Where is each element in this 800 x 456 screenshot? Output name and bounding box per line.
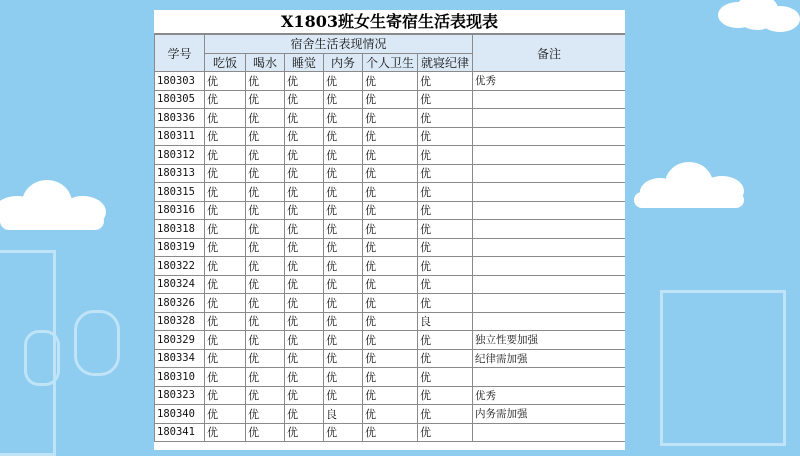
grade-cell: 优: [363, 386, 418, 405]
student-id-cell: 180334: [155, 349, 205, 368]
table-row: [155, 220, 626, 239]
grade-cell: 优: [205, 146, 246, 165]
note-cell: [473, 146, 625, 165]
student-id-cell: 180313: [155, 164, 205, 183]
student-id-cell: 180311: [155, 127, 205, 146]
grade-cell: 优: [205, 368, 246, 387]
header-note: 备注: [473, 35, 625, 72]
cloud-icon: [634, 192, 744, 208]
student-id-cell: 180329: [155, 331, 205, 350]
student-id-cell: 180318: [155, 220, 205, 239]
grade-cell: 优: [246, 405, 285, 424]
note-cell: [473, 312, 625, 331]
table-row: [155, 294, 626, 313]
grade-cell: 优: [363, 294, 418, 313]
header-drinking: 喝水: [246, 53, 285, 72]
grade-cell: 优: [418, 201, 473, 220]
grade-cell: 优: [324, 368, 363, 387]
grade-cell: 优: [205, 294, 246, 313]
grade-cell: 优: [363, 220, 418, 239]
grade-cell: 优: [324, 127, 363, 146]
grade-cell: 优: [324, 164, 363, 183]
grade-cell: 优: [246, 386, 285, 405]
grade-cell: 优: [324, 312, 363, 331]
grade-cell: 优: [363, 275, 418, 294]
cloud-icon: [760, 6, 800, 32]
table-row: [155, 386, 626, 405]
note-cell: [473, 90, 625, 109]
table-row: [155, 109, 626, 128]
grade-cell: 优: [246, 368, 285, 387]
student-id-cell: 180323: [155, 386, 205, 405]
grade-cell: 优: [246, 146, 285, 165]
grade-cell: 优: [246, 164, 285, 183]
student-id-cell: 180303: [155, 72, 205, 91]
grade-cell: 优: [285, 423, 324, 442]
grade-cell: 优: [285, 368, 324, 387]
table-row: [155, 164, 626, 183]
grade-cell: 优: [246, 349, 285, 368]
grade-cell: 优: [246, 220, 285, 239]
note-cell: [473, 368, 625, 387]
grade-cell: 优: [418, 275, 473, 294]
house-outline-icon: [660, 290, 786, 446]
table-title: X1803班女生寄宿生活表现表: [154, 10, 625, 34]
grade-cell: 优: [285, 312, 324, 331]
grade-cell: 优: [324, 201, 363, 220]
note-cell: [473, 183, 625, 202]
grade-cell: 优: [324, 90, 363, 109]
grade-cell: 优: [324, 331, 363, 350]
grade-cell: 优: [324, 275, 363, 294]
grade-cell: 良: [418, 312, 473, 331]
grade-cell: 优: [205, 312, 246, 331]
note-cell: [473, 275, 625, 294]
grade-cell: 优: [205, 386, 246, 405]
grade-cell: 优: [246, 109, 285, 128]
grade-cell: 优: [205, 127, 246, 146]
grade-cell: 优: [363, 127, 418, 146]
grade-cell: 优: [418, 294, 473, 313]
header-sleeping: 睡觉: [285, 53, 324, 72]
note-cell: [473, 109, 625, 128]
note-cell: [473, 220, 625, 239]
grade-cell: 优: [205, 201, 246, 220]
student-id-cell: 180341: [155, 423, 205, 442]
grade-cell: 优: [418, 109, 473, 128]
grade-cell: 优: [285, 331, 324, 350]
grade-cell: 优: [324, 257, 363, 276]
grade-cell: 优: [418, 90, 473, 109]
grade-cell: 优: [205, 349, 246, 368]
grade-cell: 优: [324, 109, 363, 128]
grade-cell: 优: [285, 405, 324, 424]
grade-cell: 优: [205, 275, 246, 294]
note-cell: [473, 257, 625, 276]
grade-cell: 优: [205, 220, 246, 239]
grade-cell: 优: [418, 220, 473, 239]
grade-cell: 优: [363, 109, 418, 128]
grade-cell: 优: [418, 386, 473, 405]
table-row: [155, 238, 626, 257]
note-cell: [473, 238, 625, 257]
grade-cell: 优: [246, 312, 285, 331]
grade-cell: 优: [418, 146, 473, 165]
grade-cell: 优: [363, 146, 418, 165]
grade-cell: 优: [324, 238, 363, 257]
house-outline-icon: [0, 250, 56, 456]
grade-cell: 优: [418, 405, 473, 424]
header-group: 宿舍生活表现情况: [205, 35, 473, 54]
grade-cell: 优: [363, 183, 418, 202]
grade-cell: 优: [363, 201, 418, 220]
header-eating: 吃饭: [205, 53, 246, 72]
grade-cell: 优: [246, 127, 285, 146]
table-row: [155, 349, 626, 368]
grade-cell: 优: [324, 72, 363, 91]
table-row: [155, 146, 626, 165]
grade-cell: 优: [205, 109, 246, 128]
grade-cell: 优: [285, 238, 324, 257]
header-housekeeping: 内务: [324, 53, 363, 72]
grade-cell: 优: [285, 146, 324, 165]
grade-cell: 优: [285, 386, 324, 405]
grade-cell: 优: [324, 423, 363, 442]
note-cell: 优秀: [473, 386, 625, 405]
grade-cell: 优: [363, 368, 418, 387]
student-id-cell: 180305: [155, 90, 205, 109]
grade-cell: 优: [363, 423, 418, 442]
tree-outline-icon: [74, 310, 120, 376]
table-row: [155, 368, 626, 387]
student-id-cell: 180316: [155, 201, 205, 220]
grade-cell: 优: [363, 90, 418, 109]
table-row: [155, 127, 626, 146]
student-id-cell: 180310: [155, 368, 205, 387]
grade-cell: 优: [246, 90, 285, 109]
grade-cell: 优: [363, 257, 418, 276]
header-hygiene: 个人卫生: [363, 53, 418, 72]
student-id-cell: 180315: [155, 183, 205, 202]
grade-cell: 优: [205, 331, 246, 350]
table-row: [155, 257, 626, 276]
spreadsheet-image: [154, 10, 625, 450]
table-row: [155, 201, 626, 220]
grade-cell: 优: [246, 201, 285, 220]
grade-cell: 优: [205, 164, 246, 183]
note-cell: [473, 127, 625, 146]
grade-cell: 优: [418, 238, 473, 257]
grade-cell: 优: [324, 294, 363, 313]
table-row: [155, 72, 626, 91]
header-row: [155, 35, 626, 54]
grade-cell: 优: [418, 164, 473, 183]
grade-cell: 优: [246, 72, 285, 91]
grade-cell: 优: [246, 331, 285, 350]
grade-cell: 优: [285, 72, 324, 91]
note-cell: [473, 423, 625, 442]
grade-cell: 优: [246, 294, 285, 313]
grade-cell: 优: [418, 127, 473, 146]
grade-cell: 优: [418, 349, 473, 368]
table-row: [155, 183, 626, 202]
grade-cell: 优: [246, 238, 285, 257]
grade-cell: 优: [418, 368, 473, 387]
student-id-cell: 180324: [155, 275, 205, 294]
grade-cell: 优: [205, 183, 246, 202]
grade-cell: 优: [285, 220, 324, 239]
cloud-icon: [0, 212, 104, 230]
note-cell: 内务需加强: [473, 405, 625, 424]
table-row: [155, 423, 626, 442]
grade-cell: 优: [205, 405, 246, 424]
grade-cell: 优: [205, 238, 246, 257]
grade-cell: 优: [285, 109, 324, 128]
grade-cell: 优: [285, 183, 324, 202]
grade-cell: 优: [285, 294, 324, 313]
grade-cell: 优: [363, 331, 418, 350]
table-row: [155, 331, 626, 350]
header-student-id: 学号: [155, 35, 205, 72]
table-row: [155, 90, 626, 109]
grade-cell: 优: [363, 72, 418, 91]
grade-cell: 优: [285, 275, 324, 294]
table-row: [155, 275, 626, 294]
student-id-cell: 180328: [155, 312, 205, 331]
note-cell: [473, 294, 625, 313]
grade-cell: 优: [205, 90, 246, 109]
note-cell: 纪律需加强: [473, 349, 625, 368]
grade-cell: 优: [418, 331, 473, 350]
grade-cell: 优: [205, 257, 246, 276]
grade-cell: 优: [363, 405, 418, 424]
grade-cell: 优: [246, 423, 285, 442]
header-bedtime-discipline: 就寝纪律: [418, 53, 473, 72]
student-id-cell: 180326: [155, 294, 205, 313]
grade-cell: 优: [246, 183, 285, 202]
grade-cell: 优: [324, 146, 363, 165]
grade-cell: 优: [205, 72, 246, 91]
student-id-cell: 180319: [155, 238, 205, 257]
grade-cell: 优: [363, 312, 418, 331]
note-cell: 优秀: [473, 72, 625, 91]
grade-cell: 优: [363, 238, 418, 257]
dorm-performance-table: [154, 34, 625, 442]
grade-cell: 优: [324, 386, 363, 405]
note-cell: 独立性要加强: [473, 331, 625, 350]
grade-cell: 优: [363, 164, 418, 183]
grade-cell: 优: [285, 349, 324, 368]
grade-cell: 优: [246, 275, 285, 294]
grade-cell: 优: [363, 349, 418, 368]
student-id-cell: 180336: [155, 109, 205, 128]
student-id-cell: 180312: [155, 146, 205, 165]
table-row: [155, 405, 626, 424]
grade-cell: 优: [418, 72, 473, 91]
grade-cell: 优: [285, 257, 324, 276]
grade-cell: 优: [418, 423, 473, 442]
table-row: [155, 312, 626, 331]
student-id-cell: 180322: [155, 257, 205, 276]
grade-cell: 优: [324, 183, 363, 202]
grade-cell: 优: [324, 220, 363, 239]
grade-cell: 优: [285, 164, 324, 183]
note-cell: [473, 201, 625, 220]
grade-cell: 优: [324, 349, 363, 368]
grade-cell: 优: [418, 183, 473, 202]
note-cell: [473, 164, 625, 183]
grade-cell: 优: [285, 201, 324, 220]
student-id-cell: 180340: [155, 405, 205, 424]
grade-cell: 优: [418, 257, 473, 276]
grade-cell: 良: [324, 405, 363, 424]
grade-cell: 优: [205, 423, 246, 442]
grade-cell: 优: [285, 127, 324, 146]
grade-cell: 优: [285, 90, 324, 109]
grade-cell: 优: [246, 257, 285, 276]
